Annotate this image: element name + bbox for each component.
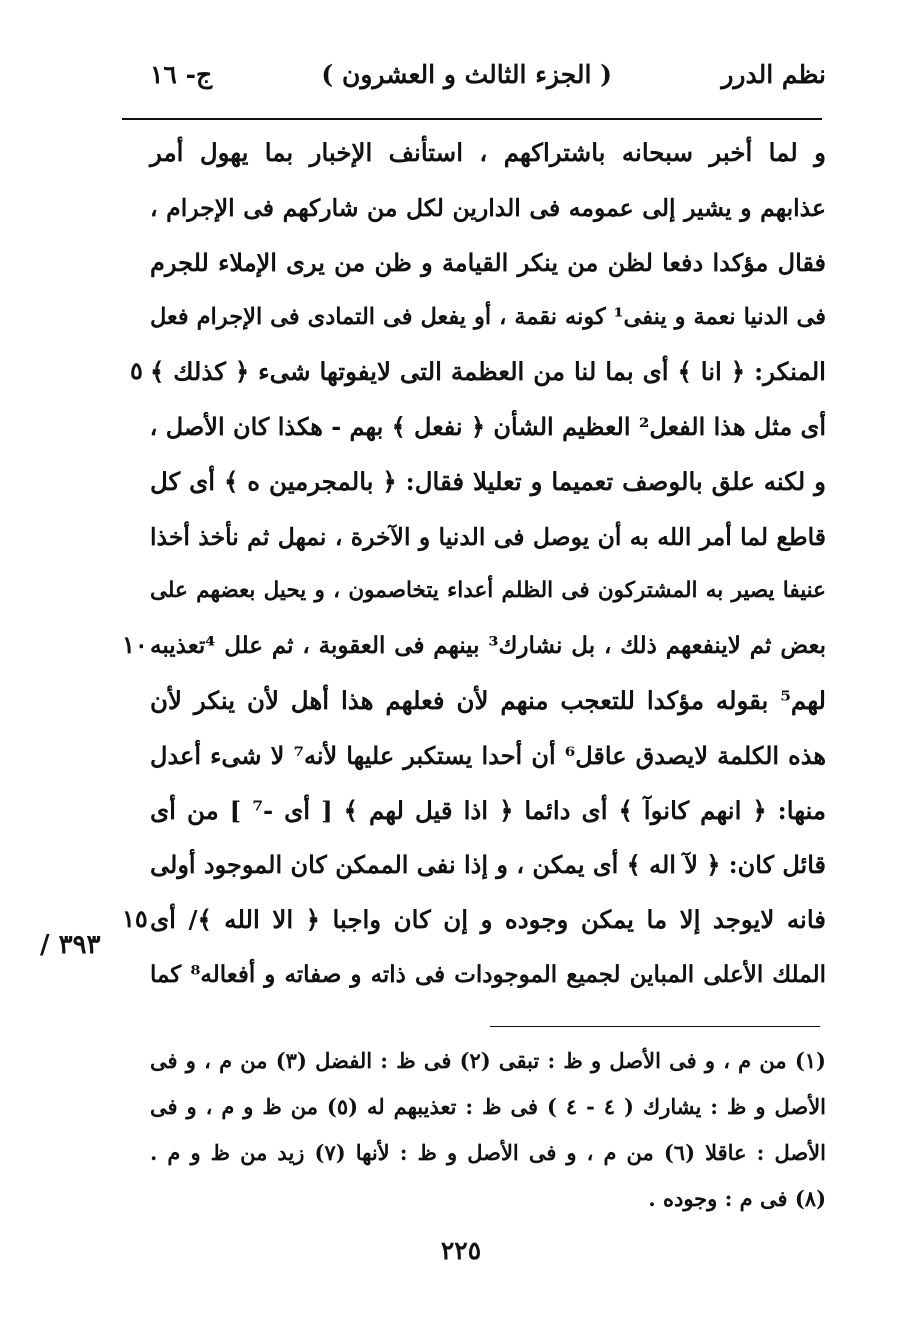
footnote-line: الأصل و ظ : يشارك ( ٤ - ٤ ) فى ظ : تعذيبهم له (٥) من ظ و م ، و فى — [150, 1094, 827, 1119]
footnote-line: (١) من م ، و فى الأصل و ظ : تبقى (٢) فى ظ : الفضل (٣) من م ، و فى — [150, 1048, 826, 1073]
text-line: عذابهم و يشير إلى عمومه فى الدارين لكل من شاركهم فى الإجرام ، — [150, 193, 826, 222]
volume-reference: ج- ١٦ — [150, 59, 213, 89]
text-line: عنيفا يصير به المشتركون فى الظلم أعداء يتخاصمون ، و يحيل بعضهم على — [150, 578, 826, 604]
text-line: المنكر: ﴿ انا ﴾ أى بما لنا من العظمة التى لايفوتها شىء ﴿ كذلك ﴾ — [150, 357, 826, 387]
main-text — [150, 126, 826, 1003]
footnotes — [150, 1038, 826, 1222]
footnote-rule — [490, 1026, 820, 1027]
text-line: و لما أخبر سبحانه باشتراكهم ، استأنف الإخبار بما يهول أمر — [150, 138, 826, 167]
text-line: بعض ثم لاينفعهم ذلك ، بل نشارك³ بينهم فى العقوبة ، ثم علل ⁴تعذيبه — [150, 632, 826, 660]
line-number-5: ٥ — [130, 356, 143, 385]
text-line: فقال مؤكدا دفعا لظن من ينكر القيامة و ظن من يرى الإملاء للجرم — [150, 247, 826, 277]
text-line: فانه لايوجد إلا ما يمكن وجوده و إن كان واجبا ﴿ الا الله ﴾/ أى — [150, 905, 826, 935]
text-line: منها: ﴿ انهم كانوآ ﴾ أى دائما ﴿ اذا قيل لهم ﴾ [ أى -⁷ ] من أى — [150, 795, 826, 825]
text-line: قاطع لما أمر الله به أن يوصل فى الدنيا و الآخرة ، نمهل ثم نأخذ أخذا — [150, 522, 826, 551]
header-rule — [122, 118, 822, 120]
text-line: فى الدنيا نعمة و ينفى¹ كونه نقمة ، أو يفعل فى التمادى فى الإجرام فعل — [150, 304, 826, 331]
text-line: أى مثل هذا الفعل² العظيم الشأن ﴿ نفعل ﴾ بهم - هكذا كان الأصل ، — [149, 411, 826, 441]
manuscript-page-reference: ٣٩٣ / — [40, 930, 101, 960]
line-number-10: ١٠ — [122, 630, 148, 659]
footnote-line: (٨) فى م : وجوده . — [648, 1186, 826, 1211]
text-line: الملك الأعلى المباين لجميع الموجودات فى ذاته و صفاته و أفعاله⁸ كما — [150, 960, 826, 988]
text-line: قائل كان: ﴿ لآ اله ﴾ أى يمكن ، و إذا نفى الممكن كان الموجود أولى — [150, 850, 826, 880]
text-line: لهم⁵ بقوله مؤكدا للتعجب منهم لأن فعلهم هذا أهل لأن ينكر لأن — [150, 685, 826, 715]
running-header — [150, 52, 826, 96]
page-number: ٢٢٥ — [440, 1236, 482, 1265]
book-title: نظم الدرر — [721, 59, 826, 89]
line-number-15: ١٥ — [122, 904, 148, 933]
text-line: هذه الكلمة لايصدق عاقل⁶ أن أحدا يستكبر عليها لأنه⁷ لا شىء أعدل — [150, 740, 826, 770]
part-title: ( الجزء الثالث و العشرون ) — [321, 59, 612, 89]
footnote-line: الأصل : عاقلا (٦) من م ، و فى الأصل و ظ : لأنها (٧) زيد من ظ و م . — [150, 1140, 826, 1165]
text-line: و لكنه علق بالوصف تعميما و تعليلا فقال: ﴿ بالمجرمين ه ﴾ أى كل — [150, 466, 826, 496]
